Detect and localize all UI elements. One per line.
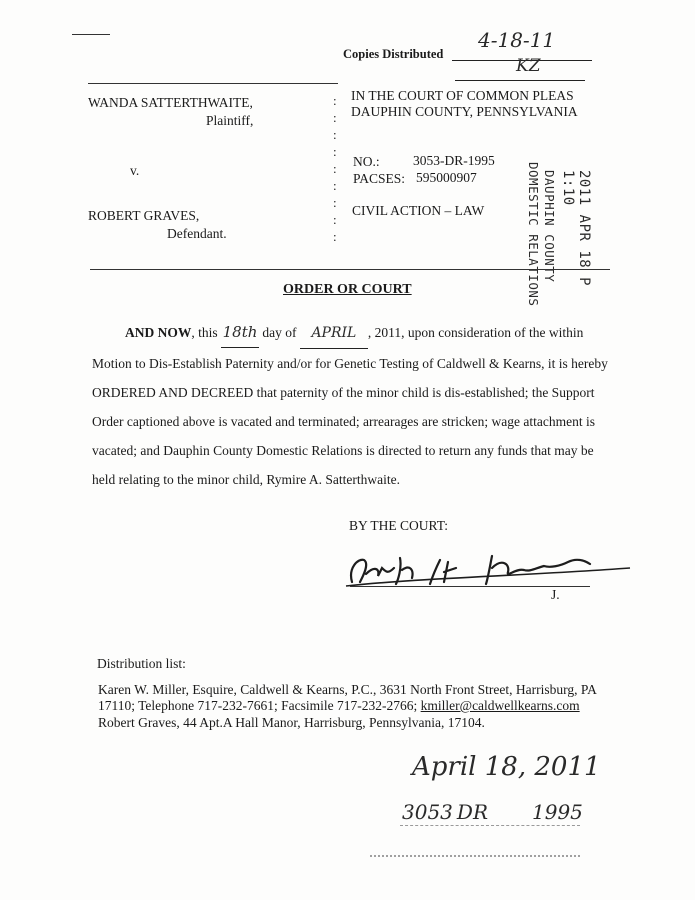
order-this-text: , this — [191, 325, 218, 340]
pacses-label: PACSES: — [353, 171, 406, 186]
distribution-line-3: Robert Graves, 44 Apt.A Hall Manor, Harrisburg, Pennsylvania, 17104. — [98, 715, 485, 730]
defendant-name: ROBERT GRAVES, — [88, 208, 200, 223]
order-title: ORDER OR COURT — [283, 282, 412, 297]
caption-colon: : — [333, 178, 337, 193]
stamp-ghost-line — [370, 855, 580, 857]
judge-j-label: J. — [551, 587, 560, 602]
caption-colon: : — [333, 93, 337, 108]
filing-stamp — [512, 162, 592, 310]
court-line-1: IN THE COURT OF COMMON PLEAS — [351, 88, 574, 103]
month-handwritten: APRIL — [300, 319, 368, 349]
caption-colon: : — [333, 195, 337, 210]
day-handwritten: 18th — [221, 318, 259, 348]
caption-colon: : — [333, 212, 337, 227]
distribution-line-2 — [98, 698, 580, 714]
caption-colon: : — [333, 144, 337, 159]
signature-handwritten-name: Richard A. Lewis — [560, 520, 638, 530]
copies-underline — [455, 80, 585, 81]
stamp-ghost-line — [400, 825, 580, 826]
handwritten-case-year: 1995 — [532, 800, 583, 824]
order-line-2: Motion to Dis-Establish Paternity and/or for Genetic Testing of Caldwell & Kearns, it is hereby — [92, 356, 608, 371]
by-the-court: BY THE COURT: — [349, 518, 449, 533]
distribution-heading: Distribution list: — [97, 656, 186, 671]
copies-date-handwritten: 4-18-11 — [478, 28, 556, 52]
plaintiff-role: Plaintiff, — [206, 113, 254, 128]
year-text: , 2011, upon consideration of the within — [367, 325, 584, 340]
order-line-6: held relating to the minor child, Rymire A. Satterthwaite. — [92, 472, 401, 487]
order-line-5: vacated; and Dauphin County Domestic Relations is directed to return any funds that may be — [92, 443, 594, 458]
case-no-value: 3053-DR-1995 — [413, 153, 495, 168]
court-line-2: DAUPHIN COUNTY, PENNSYLVANIA — [351, 104, 578, 119]
case-no-label: NO.: — [353, 154, 380, 169]
stamp-county: DAUPHIN COUNTY — [542, 170, 557, 283]
caption-colon: : — [333, 161, 337, 176]
handwritten-case-number: 3053 — [402, 800, 453, 824]
order-body — [92, 318, 637, 494]
judge-signature — [340, 538, 640, 598]
order-line-1 — [92, 318, 637, 349]
caption-colon: : — [333, 229, 337, 244]
caption-colon: : — [333, 110, 337, 125]
pacses-value: 595000907 — [416, 170, 477, 185]
civil-action: CIVIL ACTION – LAW — [352, 203, 485, 218]
caption-bottom-rule — [90, 269, 610, 270]
day-of-text: day of — [262, 325, 297, 340]
handwritten-date-note: April 18, 2011 — [412, 752, 601, 782]
copies-initials-handwritten: KZ — [516, 56, 541, 76]
plaintiff-name: WANDA SATTERTHWAITE, — [88, 95, 253, 110]
copies-distributed-label: Copies Distributed — [343, 47, 444, 61]
distribution-line-1: Karen W. Miller, Esquire, Caldwell & Kearns, P.C., 3631 North Front Street, Harrisburg, PA — [98, 682, 597, 697]
caption-colon: : — [333, 127, 337, 142]
handwritten-case-note — [402, 800, 583, 824]
handwritten-case-dr: DR — [456, 800, 488, 824]
defendant-role: Defendant. — [167, 226, 227, 241]
distribution-email-link[interactable]: kmiller@caldwellkearns.com — [420, 698, 580, 713]
caption-top-rule — [88, 83, 338, 84]
scan-mark — [72, 34, 110, 35]
distribution-phone-fax: 17110; Telephone 717-232-7661; Facsimile 717-232-2766; — [98, 698, 418, 713]
order-line-4: Order captioned above is vacated and terminated; arrearages are stricken; wage attachment is — [92, 414, 596, 429]
stamp-date: 2011 APR 18 P 1:10 — [560, 170, 592, 287]
versus: v. — [130, 163, 140, 178]
and-now: AND NOW — [125, 325, 192, 340]
stamp-office: DOMESTIC RELATIONS — [526, 162, 541, 307]
order-line-3: ORDERED AND DECREED that paternity of the minor child is dis-established; the Support — [92, 385, 595, 400]
